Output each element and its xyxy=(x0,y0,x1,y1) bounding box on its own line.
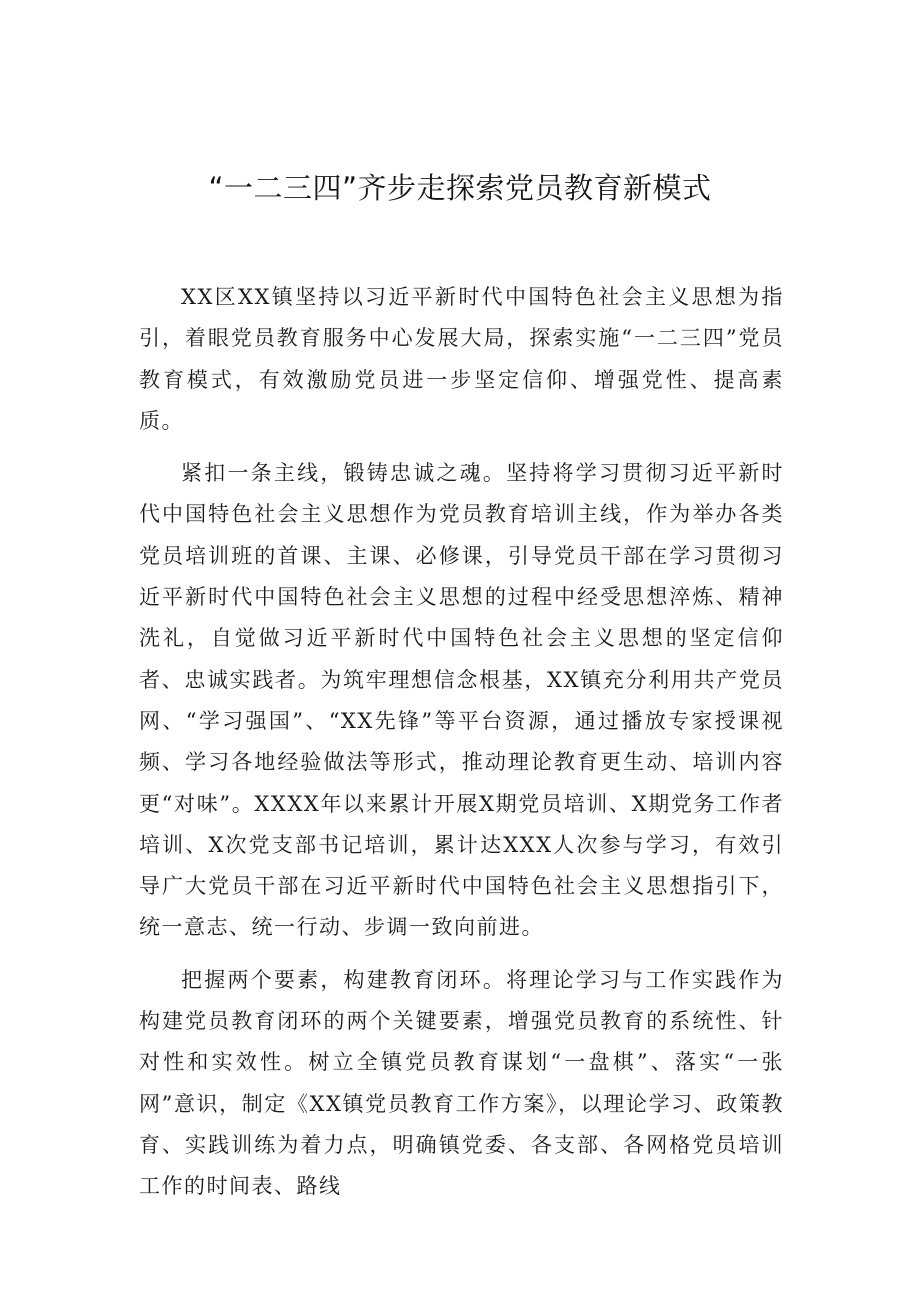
paragraph-main-line: 紧扣一条主线，锻铸忠诚之魂。坚持将学习贯彻习近平新时代中国特色社会主义思想作为党员教育培训主线，作为举办各类党员培训班的首课、主课、必修课，引导党员干部在学习贯彻习近平新时代中国特色社会主义思想的过程中经受思想淬炼、精神洗礼，自觉做习近平新时代中国特色社会主义思想的坚定信仰者、忠诚实践者。为筑牢理想信念根基，XX镇充分利用共产党员网、“学习强国”、“XX先锋”等平台资源，通过播放专家授课视频、学习各地经验做法等形式，推动理论教育更生动、培训内容更“对味”。XXXX年以来累计开展X期党员培训、X期党务工作者培训、X次党支部书记培训，累计达XXX人次参与学习，有效引导广大党员干部在习近平新时代中国特色社会主义思想指引下，统一意志、统一行动、步调一致向前进。 xyxy=(139,461,784,940)
paragraph-two-elements: 把握两个要素，构建教育闭环。将理论学习与工作实践作为构建党员教育闭环的两个关键要素，增强党员教育的系统性、针对性和实效性。树立全镇党员教育谋划“一盘棋”、落实“一张网”意识，制定《XX镇党员教育工作方案》，以理论学习、政策教育、实践训练为着力点，明确镇党委、各支部、各网格党员培训工作的时间表、路线 xyxy=(139,967,784,1199)
document-title: “一二三四”齐步走探索党员教育新模式 xyxy=(208,171,712,205)
document-body xyxy=(139,277,784,1208)
paragraph-intro: XX区XX镇坚持以习近平新时代中国特色社会主义思想为指引，着眼党员教育服务中心发展大局，探索实施“一二三四”党员教育模式，有效激励党员进一步坚定信仰、增强党性、提高素质。 xyxy=(139,285,784,433)
